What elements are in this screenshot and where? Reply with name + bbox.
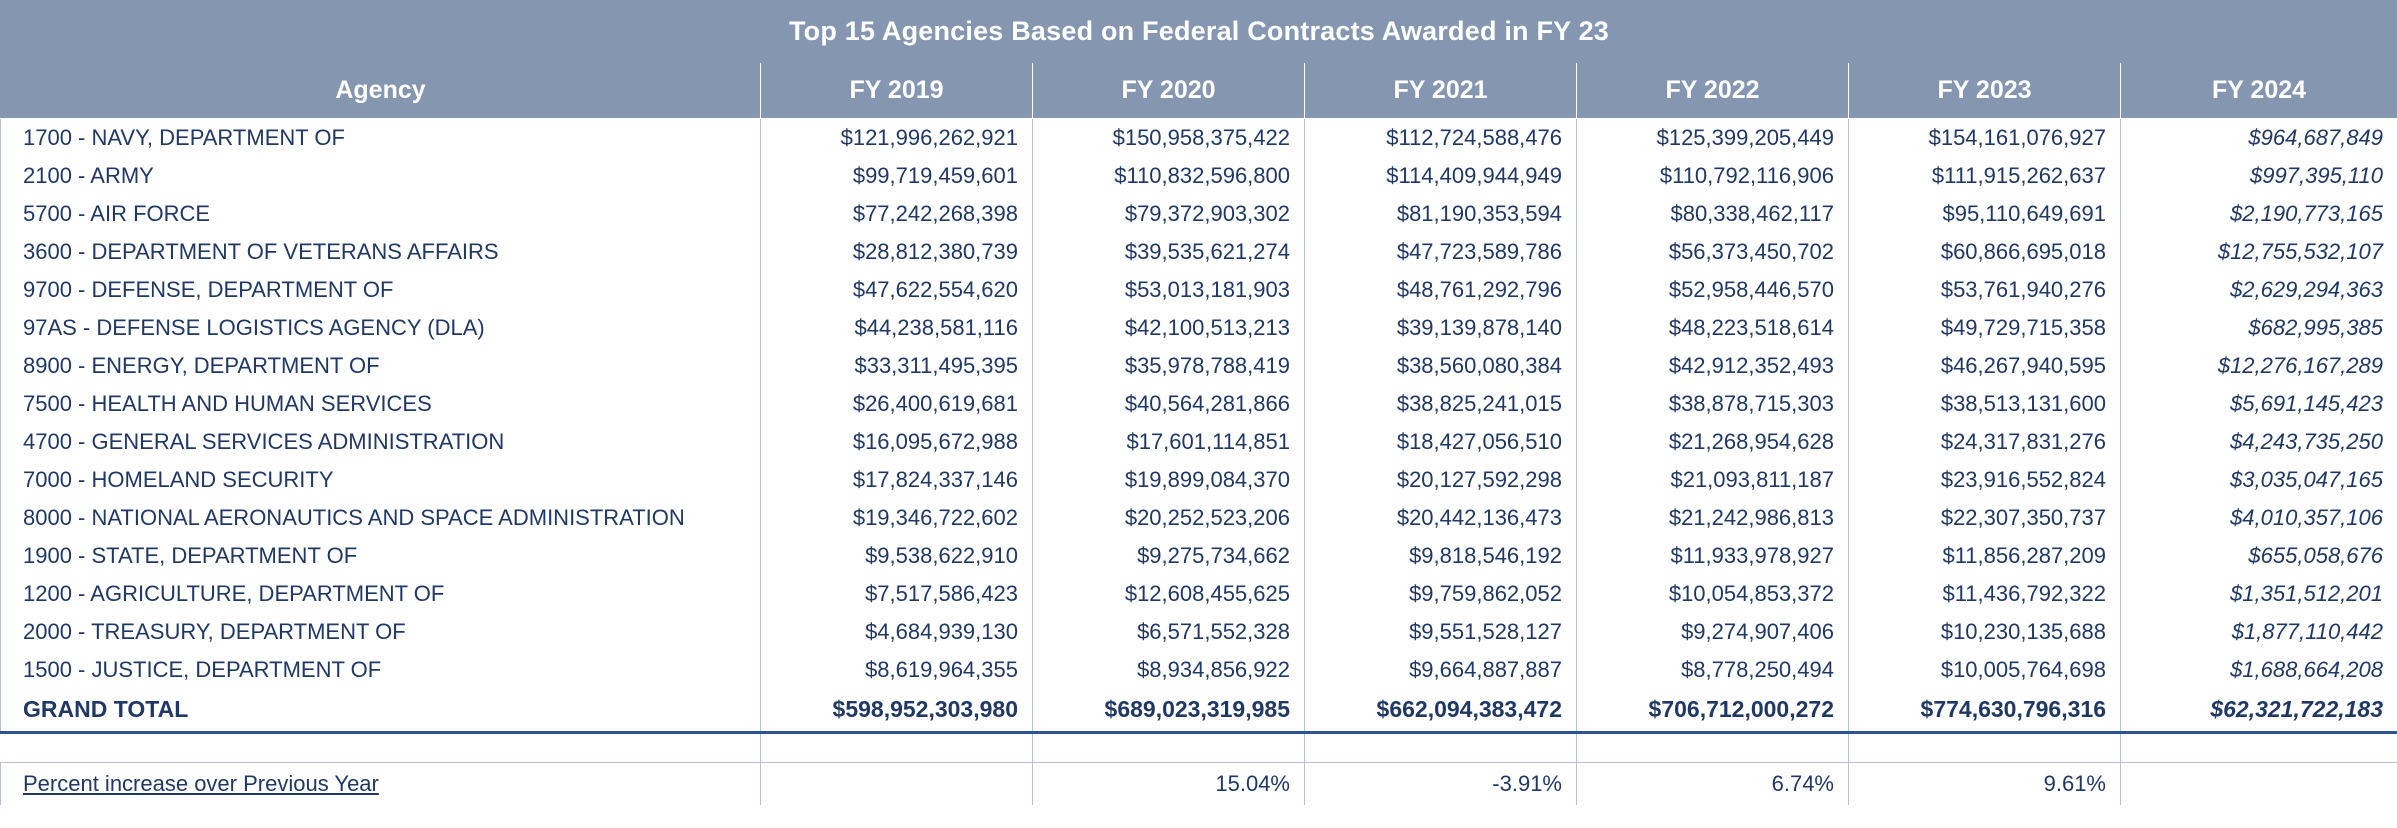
value-fy2019: $7,517,586,423 (761, 575, 1033, 613)
value-fy2023: $46,267,940,595 (1849, 347, 2121, 385)
value-fy2023: $24,317,831,276 (1849, 423, 2121, 461)
grand-total-fy2022: $706,712,000,272 (1577, 689, 1849, 733)
agency-name: 1200 - AGRICULTURE, DEPARTMENT OF (1, 575, 761, 613)
value-fy2023: $49,729,715,358 (1849, 309, 2121, 347)
value-fy2021: $39,139,878,140 (1305, 309, 1577, 347)
page-title: Top 15 Agencies Based on Federal Contracts Awarded in FY 23 (1, 1, 2397, 63)
value-fy2020: $150,958,375,422 (1033, 119, 1305, 157)
value-fy2023: $10,005,764,698 (1849, 651, 2121, 689)
table-row (1, 309, 2397, 347)
value-fy2022: $42,912,352,493 (1577, 347, 1849, 385)
value-fy2022: $21,268,954,628 (1577, 423, 1849, 461)
value-fy2022: $125,399,205,449 (1577, 119, 1849, 157)
agency-name: 2100 - ARMY (1, 157, 761, 195)
spacer-cell-fy2022 (1577, 733, 1849, 763)
percent-fy2024 (2121, 763, 2397, 805)
value-fy2022: $21,242,986,813 (1577, 499, 1849, 537)
value-fy2024: $2,629,294,363 (2121, 271, 2397, 309)
agency-name: 1900 - STATE, DEPARTMENT OF (1, 537, 761, 575)
value-fy2024: $2,190,773,165 (2121, 195, 2397, 233)
percent-fy2023: 9.61% (1849, 763, 2121, 805)
value-fy2020: $8,934,856,922 (1033, 651, 1305, 689)
value-fy2022: $52,958,446,570 (1577, 271, 1849, 309)
value-fy2021: $81,190,353,594 (1305, 195, 1577, 233)
value-fy2019: $47,622,554,620 (761, 271, 1033, 309)
value-fy2024: $1,877,110,442 (2121, 613, 2397, 651)
table-row (1, 195, 2397, 233)
value-fy2022: $21,093,811,187 (1577, 461, 1849, 499)
value-fy2024: $5,691,145,423 (2121, 385, 2397, 423)
value-fy2019: $16,095,672,988 (761, 423, 1033, 461)
value-fy2024: $1,688,664,208 (2121, 651, 2397, 689)
value-fy2023: $11,436,792,322 (1849, 575, 2121, 613)
value-fy2021: $114,409,944,949 (1305, 157, 1577, 195)
column-header-fy2019[interactable]: FY 2019 (761, 63, 1033, 119)
table-row (1, 499, 2397, 537)
table-row (1, 575, 2397, 613)
value-fy2020: $79,372,903,302 (1033, 195, 1305, 233)
spacer-cell-fy2021 (1305, 733, 1577, 763)
table-row (1, 461, 2397, 499)
value-fy2021: $38,825,241,015 (1305, 385, 1577, 423)
table-row (1, 651, 2397, 689)
table-row (1, 157, 2397, 195)
column-header-fy2022[interactable]: FY 2022 (1577, 63, 1849, 119)
grand-total-fy2021: $662,094,383,472 (1305, 689, 1577, 733)
value-fy2023: $23,916,552,824 (1849, 461, 2121, 499)
value-fy2022: $9,274,907,406 (1577, 613, 1849, 651)
value-fy2020: $53,013,181,903 (1033, 271, 1305, 309)
table-row (1, 347, 2397, 385)
percent-fy2021: -3.91% (1305, 763, 1577, 805)
value-fy2022: $48,223,518,614 (1577, 309, 1849, 347)
value-fy2020: $17,601,114,851 (1033, 423, 1305, 461)
percent-increase-row (1, 763, 2397, 805)
spacer-cell-fy2019 (761, 733, 1033, 763)
agency-name: 3600 - DEPARTMENT OF VETERANS AFFAIRS (1, 233, 761, 271)
value-fy2023: $10,230,135,688 (1849, 613, 2121, 651)
spacer-cell-fy2020 (1033, 733, 1305, 763)
value-fy2019: $33,311,495,395 (761, 347, 1033, 385)
value-fy2022: $10,054,853,372 (1577, 575, 1849, 613)
table-row (1, 385, 2397, 423)
value-fy2020: $12,608,455,625 (1033, 575, 1305, 613)
grand-total-fy2019: $598,952,303,980 (761, 689, 1033, 733)
value-fy2023: $38,513,131,600 (1849, 385, 2121, 423)
agency-name: 1500 - JUSTICE, DEPARTMENT OF (1, 651, 761, 689)
value-fy2023: $111,915,262,637 (1849, 157, 2121, 195)
column-header-fy2021[interactable]: FY 2021 (1305, 63, 1577, 119)
value-fy2024: $997,395,110 (2121, 157, 2397, 195)
column-header-fy2024[interactable]: FY 2024 (2121, 63, 2397, 119)
value-fy2021: $38,560,080,384 (1305, 347, 1577, 385)
grand-total-label: GRAND TOTAL (1, 689, 761, 733)
grand-total-fy2020: $689,023,319,985 (1033, 689, 1305, 733)
value-fy2020: $35,978,788,419 (1033, 347, 1305, 385)
column-header-agency[interactable]: Agency (1, 63, 761, 119)
spacer-cell-fy2023 (1849, 733, 2121, 763)
value-fy2024: $3,035,047,165 (2121, 461, 2397, 499)
value-fy2020: $39,535,621,274 (1033, 233, 1305, 271)
percent-fy2019 (761, 763, 1033, 805)
value-fy2024: $682,995,385 (2121, 309, 2397, 347)
value-fy2024: $12,755,532,107 (2121, 233, 2397, 271)
value-fy2024: $964,687,849 (2121, 119, 2397, 157)
spacer-cell-fy2024 (2121, 733, 2397, 763)
table-header-row (1, 63, 2397, 119)
value-fy2023: $95,110,649,691 (1849, 195, 2121, 233)
table-row (1, 613, 2397, 651)
table-row (1, 271, 2397, 309)
grand-total-fy2024: $62,321,722,183 (2121, 689, 2397, 733)
value-fy2019: $77,242,268,398 (761, 195, 1033, 233)
value-fy2021: $47,723,589,786 (1305, 233, 1577, 271)
value-fy2024: $4,243,735,250 (2121, 423, 2397, 461)
agency-name: 8900 - ENERGY, DEPARTMENT OF (1, 347, 761, 385)
table-row (1, 119, 2397, 157)
value-fy2019: $26,400,619,681 (761, 385, 1033, 423)
value-fy2024: $1,351,512,201 (2121, 575, 2397, 613)
value-fy2019: $4,684,939,130 (761, 613, 1033, 651)
agency-name: 7500 - HEALTH AND HUMAN SERVICES (1, 385, 761, 423)
value-fy2020: $20,252,523,206 (1033, 499, 1305, 537)
value-fy2024: $655,058,676 (2121, 537, 2397, 575)
value-fy2020: $9,275,734,662 (1033, 537, 1305, 575)
value-fy2019: $8,619,964,355 (761, 651, 1033, 689)
percent-increase-label: Percent increase over Previous Year (1, 763, 761, 805)
value-fy2021: $20,442,136,473 (1305, 499, 1577, 537)
value-fy2021: $9,664,887,887 (1305, 651, 1577, 689)
value-fy2023: $22,307,350,737 (1849, 499, 2121, 537)
value-fy2020: $6,571,552,328 (1033, 613, 1305, 651)
value-fy2019: $19,346,722,602 (761, 499, 1033, 537)
grand-total-fy2023: $774,630,796,316 (1849, 689, 2121, 733)
agency-name: 97AS - DEFENSE LOGISTICS AGENCY (DLA) (1, 309, 761, 347)
spacer-row (1, 733, 2397, 763)
agency-name: 8000 - NATIONAL AERONAUTICS AND SPACE ADMINISTRATION (1, 499, 761, 537)
value-fy2019: $17,824,337,146 (761, 461, 1033, 499)
value-fy2021: $9,818,546,192 (1305, 537, 1577, 575)
value-fy2024: $4,010,357,106 (2121, 499, 2397, 537)
value-fy2019: $44,238,581,116 (761, 309, 1033, 347)
value-fy2022: $110,792,116,906 (1577, 157, 1849, 195)
value-fy2021: $48,761,292,796 (1305, 271, 1577, 309)
value-fy2019: $9,538,622,910 (761, 537, 1033, 575)
value-fy2022: $11,933,978,927 (1577, 537, 1849, 575)
value-fy2021: $112,724,588,476 (1305, 119, 1577, 157)
column-header-fy2020[interactable]: FY 2020 (1033, 63, 1305, 119)
agency-name: 5700 - AIR FORCE (1, 195, 761, 233)
value-fy2022: $38,878,715,303 (1577, 385, 1849, 423)
value-fy2023: $154,161,076,927 (1849, 119, 2121, 157)
value-fy2019: $121,996,262,921 (761, 119, 1033, 157)
value-fy2020: $42,100,513,213 (1033, 309, 1305, 347)
grand-total-row (1, 689, 2397, 733)
percent-fy2022: 6.74% (1577, 763, 1849, 805)
value-fy2024: $12,276,167,289 (2121, 347, 2397, 385)
table-row (1, 423, 2397, 461)
spacer-cell-agency (1, 733, 761, 763)
agency-name: 2000 - TREASURY, DEPARTMENT OF (1, 613, 761, 651)
column-header-fy2023[interactable]: FY 2023 (1849, 63, 2121, 119)
value-fy2021: $20,127,592,298 (1305, 461, 1577, 499)
value-fy2020: $110,832,596,800 (1033, 157, 1305, 195)
value-fy2019: $28,812,380,739 (761, 233, 1033, 271)
value-fy2021: $9,759,862,052 (1305, 575, 1577, 613)
value-fy2022: $80,338,462,117 (1577, 195, 1849, 233)
value-fy2023: $60,866,695,018 (1849, 233, 2121, 271)
agency-name: 7000 - HOMELAND SECURITY (1, 461, 761, 499)
table-row (1, 537, 2397, 575)
agency-name: 4700 - GENERAL SERVICES ADMINISTRATION (1, 423, 761, 461)
agency-name: 1700 - NAVY, DEPARTMENT OF (1, 119, 761, 157)
value-fy2020: $40,564,281,866 (1033, 385, 1305, 423)
table-title-row (1, 1, 2397, 63)
value-fy2022: $8,778,250,494 (1577, 651, 1849, 689)
value-fy2021: $18,427,056,510 (1305, 423, 1577, 461)
value-fy2019: $99,719,459,601 (761, 157, 1033, 195)
agency-name: 9700 - DEFENSE, DEPARTMENT OF (1, 271, 761, 309)
value-fy2020: $19,899,084,370 (1033, 461, 1305, 499)
value-fy2023: $11,856,287,209 (1849, 537, 2121, 575)
value-fy2021: $9,551,528,127 (1305, 613, 1577, 651)
value-fy2022: $56,373,450,702 (1577, 233, 1849, 271)
percent-fy2020: 15.04% (1033, 763, 1305, 805)
value-fy2023: $53,761,940,276 (1849, 271, 2121, 309)
table-row (1, 233, 2397, 271)
